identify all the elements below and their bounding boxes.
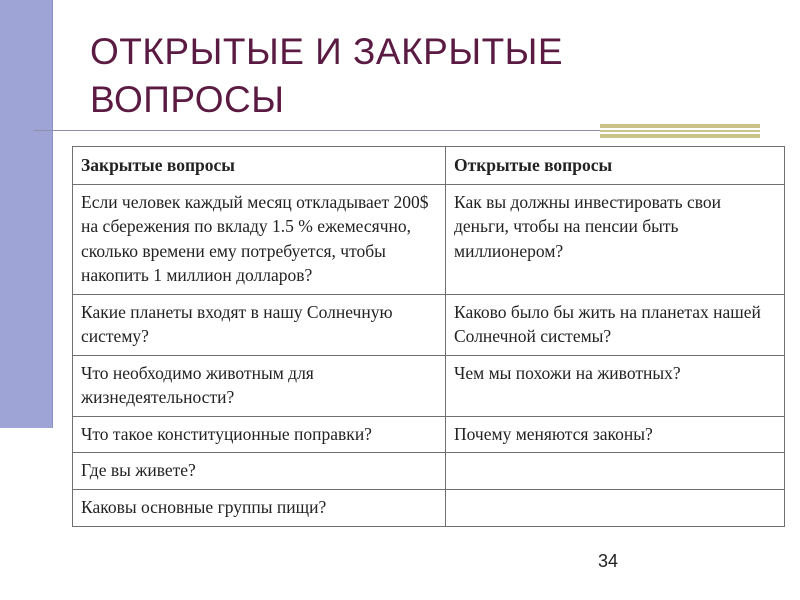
decorative-stripes: [600, 124, 760, 138]
open-question-cell: Каково было бы жить на планетах нашей Солнечной системы?: [446, 294, 785, 355]
stripe: [600, 130, 760, 132]
header-open-questions: Открытые вопросы: [446, 147, 785, 185]
closed-question-cell: Что такое конституционные поправки?: [73, 416, 446, 453]
table-row: [73, 490, 785, 527]
open-question-cell: Почему меняются законы?: [446, 416, 785, 453]
table-header-row: [73, 147, 785, 185]
open-question-cell: [446, 453, 785, 490]
table-row: [73, 453, 785, 490]
closed-question-cell: Какие планеты входят в нашу Солнечную систему?: [73, 294, 446, 355]
open-question-cell: Как вы должны инвестировать свои деньги, чтобы на пенсии быть миллионером?: [446, 184, 785, 294]
table-row: [73, 355, 785, 416]
left-accent-bar: [0, 0, 53, 428]
questions-table: [72, 146, 785, 527]
closed-question-cell: Где вы живете?: [73, 453, 446, 490]
stripe: [600, 134, 760, 138]
closed-question-cell: Что необходимо животным для жизнедеятельности?: [73, 355, 446, 416]
table-row: [73, 294, 785, 355]
slide-title: [90, 28, 730, 124]
header-closed-questions: Закрытые вопросы: [73, 147, 446, 185]
slide-title-line-1: ОТКРЫТЫЕ И ЗАКРЫТЫЕ: [90, 31, 564, 72]
open-question-cell: [446, 490, 785, 527]
closed-question-cell: Если человек каждый месяц откладывает 200$ на сбережения по вкладу 1.5 % ежемесячно, сколько времени ему потребуется, чтобы накопить 1 миллион долларов?: [73, 184, 446, 294]
slide-title-line-2: ВОПРОСЫ: [90, 79, 285, 120]
table-row: [73, 416, 785, 453]
table-row: [73, 184, 785, 294]
open-question-cell: Чем мы похожи на животных?: [446, 355, 785, 416]
page-number: 34: [598, 551, 619, 571]
stripe: [600, 124, 760, 128]
closed-question-cell: Каковы основные группы пищи?: [73, 490, 446, 527]
